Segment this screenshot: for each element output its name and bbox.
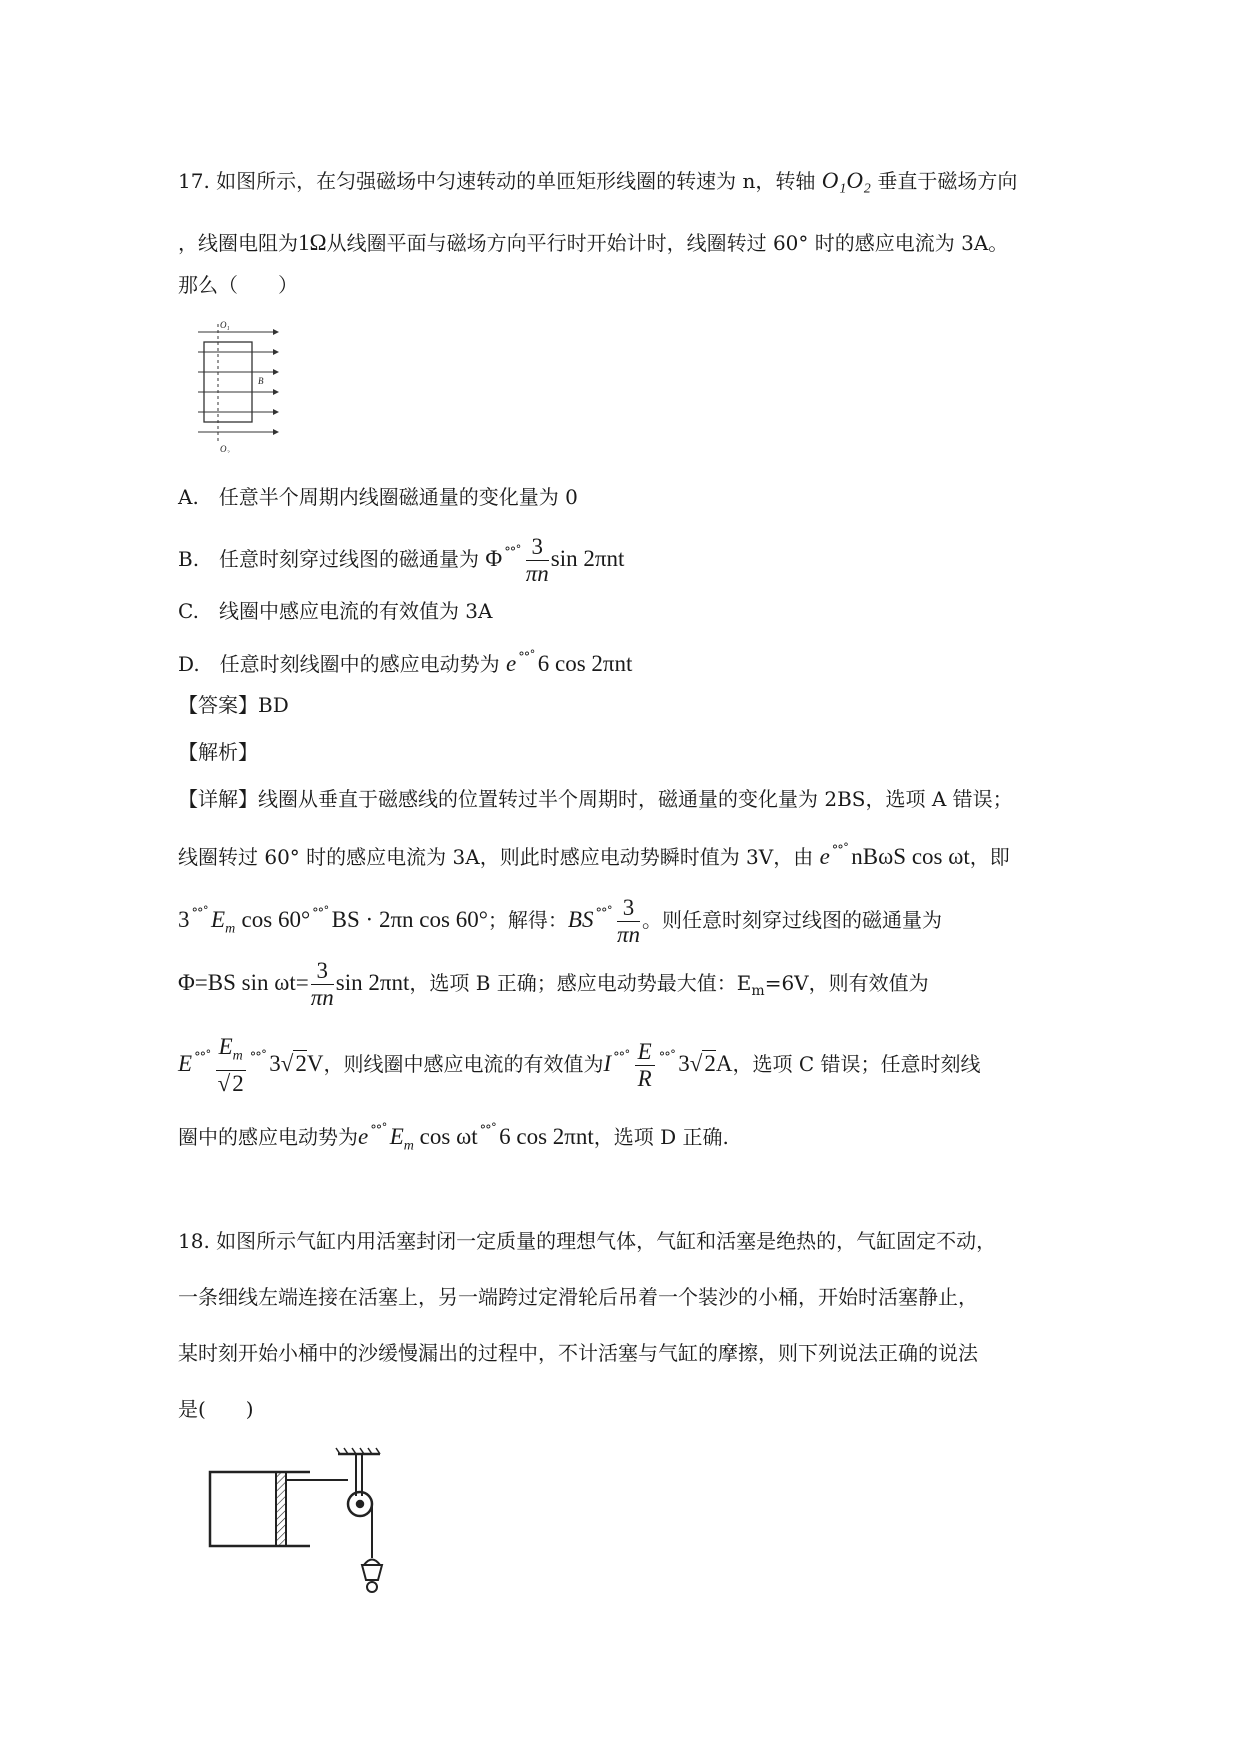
q18-line1: 18. 如图所示气缸内用活塞封闭一定质量的理想气体，气缸和活塞是绝热的，气缸固定不动， <box>178 1229 997 1253</box>
analysis-heading: 【解析】 <box>178 740 258 764</box>
q17-stem-line1: 17. 如图所示，在匀强磁场中匀速转动的单匝矩形线圈的转速为 n，转轴 O₁O₂ 垂直于磁场方向 <box>178 168 1018 193</box>
detail-line1: 【详解】线圈从垂直于磁感线的位置转过半个周期时，磁通量的变化量为 2BS，选项 A 错误； <box>178 787 1013 811</box>
axis-label: O₁O₂ <box>821 168 871 193</box>
q17-option-b: B. 任意时刻穿过线图的磁通量为 Φ °°˚ $\frac{3}{\pi n}$ sin 2πnt <box>178 534 625 586</box>
q17-stem-line2: ，线圈电阻为1Ω从线圈平面与磁场方向平行时开始计时，线圈转过 60° 时的感应电流为 3A。 <box>178 230 1009 255</box>
b-label: B <box>258 376 264 386</box>
answer: 【答案】BD <box>178 693 289 717</box>
detail-line2: 线圈转过 60° 时的感应电流为 3A，则此时感应电动势瞬时值为 3V，由 e °°˚ nBωS cos ωt，即 <box>178 843 1010 869</box>
q17-option-a: A. 任意半个周期内线圈磁通量的变化量为 0 <box>178 485 578 509</box>
q17-option-d: D. 任意时刻线圈中的感应电动势为 e °°˚ 6 cos 2πnt <box>178 650 633 676</box>
o1-label: O₁ <box>220 320 230 330</box>
o2-label: O₂ <box>220 444 230 453</box>
q17-option-c: C. 线圈中感应电流的有效值为 3A <box>178 599 493 623</box>
detail-line4: Φ=BS sin ωt= $\frac{3}{\pi n}$ sin 2πnt，选项 B 正确；感应电动势最大值：$E_m=6V$，则有效值为 <box>178 958 929 1010</box>
detail-line3: 3 °°˚ $E_m$ cos 60° °°˚ BS · 2πn cos 60°；解得：BS °°˚ $\frac{3}{\pi n}$ 。则任意时刻穿过线图的磁通量为 <box>178 895 943 947</box>
detail-line5: E °°˚ $\frac{E_m}{√2}$ °°˚ 3√2V，则线圈中感应电流的有效值为I °°˚ $\frac{E}{R}$ °°˚ 3√2A，选项 C 错误；任意时刻线 <box>178 1034 981 1096</box>
resistance-value: 1Ω <box>298 230 327 255</box>
q18-line2: 一条细线左端连接在活塞上，另一端跨过定滑轮后吊着一个装沙的小桶，开始时活塞静止， <box>178 1285 978 1309</box>
q17-stem-line3: 那么（ ） <box>178 273 298 297</box>
detail-line6: 圈中的感应电动势为e °°˚ $E_m$ cos ωt °°˚ 6 cos 2πnt，选项 D 正确. <box>178 1123 729 1154</box>
coil-figure <box>196 318 286 453</box>
q18-line3: 某时刻开始小桶中的沙缓慢漏出的过程中，不计活塞与气缸的摩擦，则下列说法正确的说法 <box>178 1341 978 1365</box>
cylinder-figure <box>200 1440 420 1600</box>
fraction: $\frac{3}{\pi n}$ <box>525 534 549 586</box>
q18-line4: 是( ) <box>178 1397 254 1421</box>
